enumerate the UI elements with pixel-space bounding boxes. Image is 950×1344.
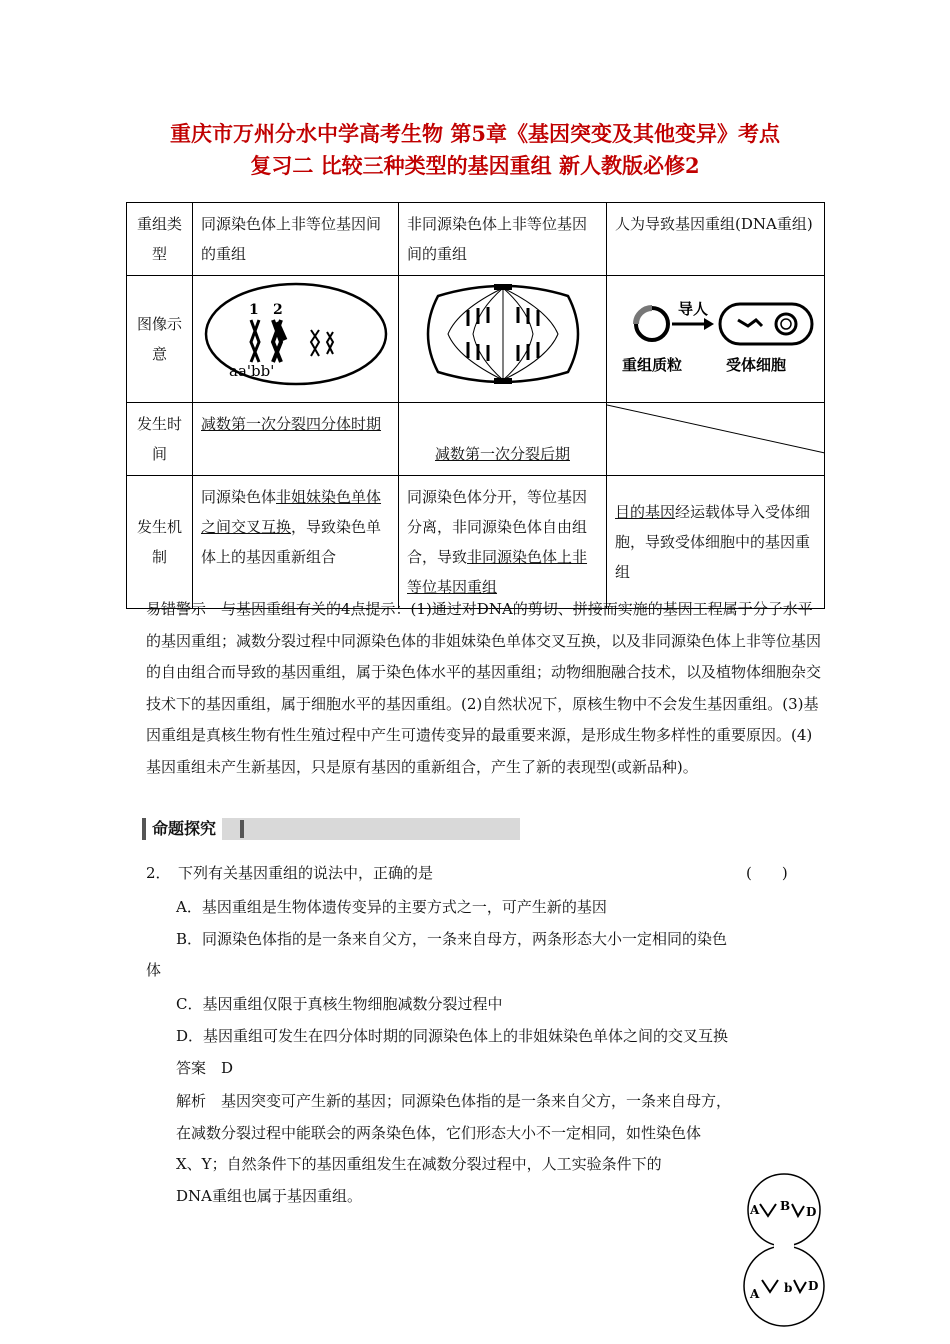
cell-time-3-empty xyxy=(607,403,825,476)
mech-2-a: 同源染色体分开，等位基因分离，非同源染色体自由组合，导致 xyxy=(407,488,588,566)
chromosome-label-1: 1 xyxy=(248,302,259,318)
chromosome-label-2: 2 xyxy=(272,302,283,318)
warning-paragraph: 易错警示 与基因重组有关的4点提示：(1)通过对DNA的剪切、拼接而实施的基因工程属于分子水平的基因重组；减数分裂过程中同源染色体的非姐妹染色单体交叉互换，以及非同源染色体上非等位基因的自由组合而导致的基因重组，属于染色体水平的基因重组；动物细胞融合技术，以及植物体细胞杂交技术下的基因重组，属于细胞水平的基因重组。(2)自然状况下，原核生物中不会发生基因重组。(3)基因重组是真核生物有性生殖过程中产生可遗传变异的最重要来源，是形成生物多样性的重要原因。(4)基因重组未产生新基因，只是原有基因的重新组合，产生了新的表现型(或新品种)。 xyxy=(146,600,822,776)
receptor-cell-label: 受体细胞 xyxy=(725,356,786,374)
time-2-text: 减数第一次分裂后期 xyxy=(434,445,570,463)
explanation-line4: DNA重组也属于基因重组。 xyxy=(176,1187,362,1205)
mech-2-underlined: 非同源染色体上非等位基因重组 xyxy=(407,548,588,596)
row-head-type: 重组类型 xyxy=(127,203,193,276)
mech-1-underlined: 非姐妹染色单体之间交叉互换 xyxy=(201,488,382,536)
row-head-mechanism: 发生机制 xyxy=(127,476,193,609)
mech-3-underlined: 目的基因 xyxy=(615,503,676,521)
table-row xyxy=(127,403,825,476)
section-banner xyxy=(142,818,520,840)
top-gene-b: B xyxy=(780,1199,791,1213)
mech-3-b: 经运载体导入受体细胞，导致受体细胞中的基因重组 xyxy=(615,503,811,581)
bottom-gene-a: A xyxy=(750,1287,760,1301)
anaphase-figure xyxy=(408,280,598,388)
title-line-2: 复习二 比较三种类型的基因重组 新人教版必修2 xyxy=(250,153,700,178)
plasmid-label: 重组质粒 xyxy=(621,356,682,374)
gene-labels: aa'bb' xyxy=(228,362,274,380)
cell-mech-3 xyxy=(607,476,825,609)
title-line-1: 重庆市万州分水中学高考生物 第5章《基因突变及其他变异》考点 xyxy=(170,121,780,146)
mech-1-b: ，导致染色单体上的基因重新组合 xyxy=(201,518,382,566)
mech-1-a: 同源染色体 xyxy=(201,488,277,506)
row-head-time: 发生时间 xyxy=(127,403,193,476)
bottom-gene-b: b xyxy=(784,1281,793,1295)
answer-line: 答案 D xyxy=(176,1059,234,1077)
section-label: 命题探究 xyxy=(142,818,222,840)
option-a: A．基因重组是生物体遗传变异的主要方式之一，可产生新的基因 xyxy=(176,898,607,916)
table-row xyxy=(127,203,825,276)
top-gene-d: D xyxy=(806,1205,817,1219)
table-row xyxy=(127,476,825,609)
option-b-line1: B．同源染色体指的是一条来自父方，一条来自母方，两条形态大小一定相同的染色 xyxy=(176,930,728,948)
question-stem: 2． 下列有关基因重组的说法中，正确的是 xyxy=(146,864,434,882)
answer-bracket: ( ) xyxy=(746,864,788,882)
import-arrow-label: 导人 xyxy=(677,300,708,318)
top-gene-a: A xyxy=(750,1203,760,1217)
cell-time-1 xyxy=(193,403,399,476)
comparison-table xyxy=(126,202,825,609)
row-head-image: 图像示意 xyxy=(127,276,193,403)
explanation-line2: 在减数分裂过程中能联会的两条染色体，它们形态大小不一定相同，如性染色体 xyxy=(176,1124,702,1142)
cell-mech-2 xyxy=(399,476,607,609)
option-b-line2: 体 xyxy=(146,961,162,979)
cell-time-2 xyxy=(399,403,607,476)
table-row xyxy=(127,276,825,403)
option-c: C．基因重组仅限于真核生物细胞减数分裂过程中 xyxy=(176,995,503,1013)
cell-type-2: 非同源染色体上非等位基因间的重组 xyxy=(399,203,607,276)
figure-anaphase-cell xyxy=(399,276,607,403)
time-1-text: 减数第一次分裂四分体时期 xyxy=(201,415,382,433)
explanation-line3: X、Y；自然条件下的基因重组发生在减数分裂过程中，人工实验条件下的 xyxy=(176,1155,662,1173)
diagonal-slash xyxy=(607,403,825,467)
section-bar xyxy=(240,820,244,838)
dna-recombination-figure xyxy=(616,280,816,388)
crossover-figure xyxy=(201,280,391,388)
document-title xyxy=(0,118,950,182)
cell-division-figure xyxy=(738,1168,830,1338)
figure-crossover-cell xyxy=(193,276,399,403)
explanation-line1: 解析 基因突变可产生新的基因；同源染色体指的是一条来自父方，一条来自母方， xyxy=(176,1092,732,1110)
cell-type-3: 人为导致基因重组(DNA重组) xyxy=(607,203,825,276)
option-d: D．基因重组可发生在四分体时期的同源染色体上的非姐妹染色单体之间的交叉互换 xyxy=(176,1027,729,1045)
cell-type-1: 同源染色体上非等位基因间的重组 xyxy=(193,203,399,276)
cell-mech-1 xyxy=(193,476,399,609)
figure-dna-recombination-cell xyxy=(607,276,825,403)
bottom-gene-d: D xyxy=(808,1279,819,1293)
